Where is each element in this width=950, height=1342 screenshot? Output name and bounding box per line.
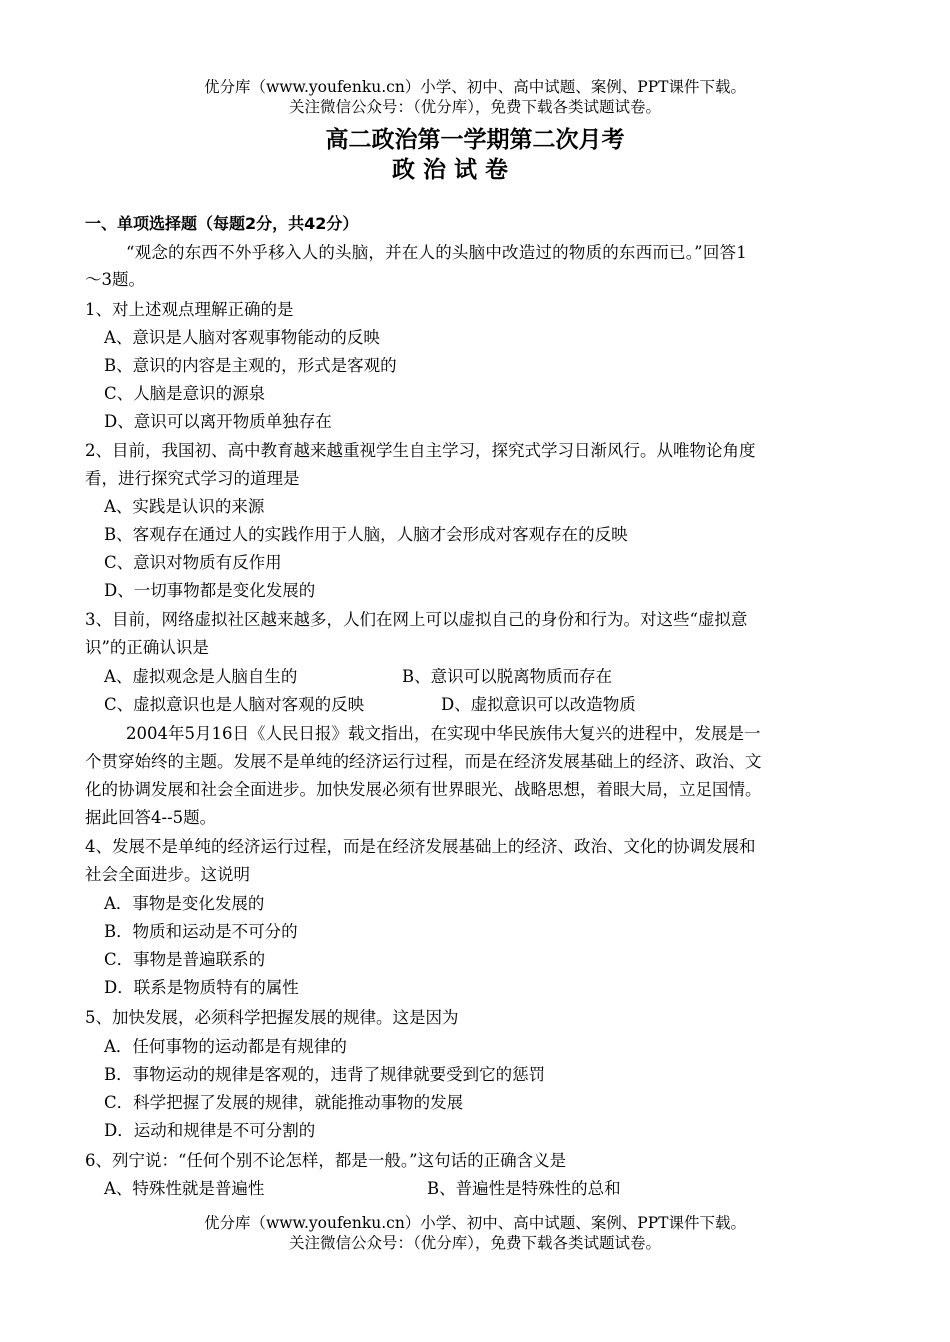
q6-option-b: B、普遍性是特殊性的总和 — [427, 1179, 621, 1198]
q1-option-d: D、意识可以离开物质单独存在 — [104, 412, 332, 431]
q4-stem-line-2: 社会全面进步。这说明 — [85, 865, 250, 884]
q5-option-d: D．运动和规律是不可分割的 — [104, 1121, 316, 1140]
q6-stem: 6、列宁说：“任何个别不论怎样，都是一般。”这句话的正确含义是 — [85, 1151, 567, 1170]
q2-option-d: D、一切事物都是变化发展的 — [104, 581, 316, 600]
q6-option-a: A、特殊性就是普遍性 — [104, 1179, 265, 1198]
q4-option-a: A．事物是变化发展的 — [104, 894, 265, 913]
q3-option-b: B、意识可以脱离物质而存在 — [402, 667, 613, 686]
passage2-line-3: 化的协调发展和社会全面进步。加快发展必须有世界眼光、战略思想，着眼大局，立足国情。 — [85, 780, 762, 799]
q3-option-a: A、虚拟观念是人脑自生的 — [104, 667, 298, 686]
q3-stem-line-1: 3、目前，网络虚拟社区越来越多，人们在网上可以虚拟自己的身份和行为。对这些“虚拟意 — [85, 610, 748, 629]
passage2-line-4: 据此回答4--5题。 — [85, 808, 217, 827]
intro-passage-line-2: ～3题。 — [85, 270, 145, 289]
q3-option-d: D、虚拟意识可以改造物质 — [441, 695, 636, 714]
q1-option-a: A、意识是人脑对客观事物能动的反映 — [104, 328, 380, 347]
header-line-1: 优分库（www.youfenku.cn）小学、初中、高中试题、案例、PPT课件下载。 — [203, 78, 747, 96]
q2-option-a: A、实践是认识的来源 — [104, 497, 265, 516]
section-heading: 一、单项选择题（每题2分，共42分） — [85, 214, 359, 233]
footer-line-2: 关注微信公众号：（优分库），免费下载各类试题试卷。 — [288, 1234, 661, 1252]
q2-option-b: B、客观存在通过人的实践作用于人脑，人脑才会形成对客观存在的反映 — [104, 525, 628, 544]
q1-stem: 1、对上述观点理解正确的是 — [85, 300, 294, 319]
passage2-line-1: 2004年5月16日《人民日报》载文指出，在实现中华民族伟大复兴的进程中，发展是一 — [126, 724, 761, 743]
q3-stem-line-2: 识”的正确认识是 — [85, 638, 209, 657]
header-line-2: 关注微信公众号：（优分库），免费下载各类试题试卷。 — [288, 98, 661, 116]
q5-option-a: A．任何事物的运动都是有规律的 — [104, 1037, 347, 1056]
q2-option-c: C、意识对物质有反作用 — [104, 553, 282, 572]
q3-option-c: C、虚拟意识也是人脑对客观的反映 — [104, 695, 365, 714]
q4-stem-line-1: 4、发展不是单纯的经济运行过程，而是在经济发展基础上的经济、政治、文化的协调发展和 — [85, 837, 756, 856]
exam-subtitle: 政 治 试 卷 — [391, 157, 509, 183]
q4-option-c: C．事物是普遍联系的 — [104, 950, 266, 969]
intro-passage-line-1: “观念的东西不外乎移入人的头脑，并在人的头脑中改造过的物质的东西而已。”回答1 — [126, 243, 747, 262]
q2-stem-line-2: 看，进行探究式学习的道理是 — [85, 469, 300, 488]
q4-option-d: D．联系是物质特有的属性 — [104, 978, 299, 997]
passage2-line-2: 个贯穿始终的主题。发展不是单纯的经济运行过程，而是在经济发展基础上的经济、政治、文 — [85, 752, 762, 771]
footer-line-1: 优分库（www.youfenku.cn）小学、初中、高中试题、案例、PPT课件下载。 — [203, 1214, 747, 1232]
q1-option-c: C、人脑是意识的源泉 — [104, 384, 266, 403]
exam-title: 高二政治第一学期第二次月考 — [325, 127, 625, 153]
q4-option-b: B．物质和运动是不可分的 — [104, 922, 298, 941]
q2-stem-line-1: 2、目前，我国初、高中教育越来越重视学生自主学习，探究式学习日渐风行。从唯物论角度 — [85, 441, 756, 460]
q1-option-b: B、意识的内容是主观的，形式是客观的 — [104, 356, 397, 375]
q5-option-c: C．科学把握了发展的规律，就能推动事物的发展 — [104, 1093, 464, 1112]
q5-stem: 5、加快发展，必须科学把握发展的规律。这是因为 — [85, 1008, 459, 1027]
q5-option-b: B．事物运动的规律是客观的，违背了规律就要受到它的惩罚 — [104, 1065, 546, 1084]
